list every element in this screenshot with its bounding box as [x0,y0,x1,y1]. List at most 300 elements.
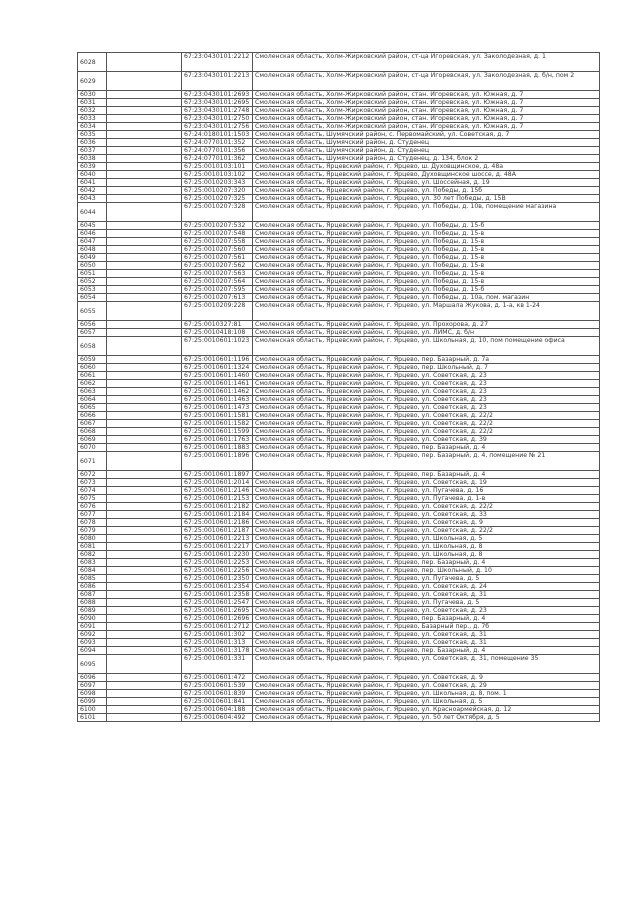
empty-cell [107,551,182,559]
table-row [78,567,600,575]
table-row [78,583,600,591]
row-number: 6051 [78,270,107,278]
empty-cell [107,631,182,639]
table-row [78,436,600,444]
cadastral-number: 67:25:0010601:2354 [182,583,253,591]
cadastral-number: 67:25:0010209:228 [182,302,253,321]
row-number: 6049 [78,254,107,262]
address: Смоленская область, Ярцевский район, г. Ярцево, ул. Победы, д. 15-б [253,286,600,294]
address: Смоленская область, Ярцевский район, г. Ярцево, ул. Советская, д. 23 [253,607,600,615]
row-number: 6032 [78,107,107,115]
row-number: 6097 [78,682,107,690]
cadastral-number: 67:25:0010601:1023 [182,337,253,356]
row-number: 6046 [78,230,107,238]
cadastral-number: 67:25:0010601:2187 [182,527,253,535]
table-row [78,337,600,356]
row-number: 6085 [78,575,107,583]
table-row [78,479,600,487]
empty-cell [107,337,182,356]
empty-cell [107,503,182,511]
cadastral-number: 67:25:0010601:1463 [182,396,253,404]
address: Смоленская область, Ярцевский район, г. Ярцево, ул. Победы, д. 15-б [253,222,600,230]
address: Смоленская область, Холм-Жирковский район, ст-ца Игоревская, ул. Заколодезная, д. б/н, пом 2 [253,72,600,91]
empty-cell [107,254,182,262]
table-row [78,238,600,246]
row-number: 6042 [78,187,107,195]
empty-cell [107,543,182,551]
row-number: 6093 [78,639,107,647]
table-row [78,187,600,195]
empty-cell [107,171,182,179]
empty-cell [107,535,182,543]
empty-cell [107,163,182,171]
table-row [78,655,600,674]
table-row [78,262,600,270]
cadastral-number: 67:25:0010207:320 [182,187,253,195]
table-row [78,123,600,131]
row-number: 6088 [78,599,107,607]
cadastral-number: 67:23:0430101:2695 [182,99,253,107]
row-number: 6083 [78,559,107,567]
row-number: 6080 [78,535,107,543]
empty-cell [107,115,182,123]
cadastral-number: 67:25:0010103:102 [182,171,253,179]
empty-cell [107,690,182,698]
row-number: 6038 [78,155,107,163]
empty-cell [107,107,182,115]
row-number: 6054 [78,294,107,302]
row-number: 6053 [78,286,107,294]
row-number: 6028 [78,53,107,72]
empty-cell [107,356,182,364]
address: Смоленская область, Ярцевский район, г. Ярцево, ул. Победы, д. 15-в [253,270,600,278]
address: Смоленская область, Ярцевский район, г. Ярцево, ул. Советская, д. 9 [253,674,600,682]
empty-cell [107,599,182,607]
table-row [78,420,600,428]
table-row [78,471,600,479]
empty-cell [107,567,182,575]
table-row [78,428,600,436]
cadastral-number: 67:23:0430101:2213 [182,72,253,91]
empty-cell [107,329,182,337]
cadastral-number: 67:25:0010207:328 [182,203,253,222]
row-number: 6039 [78,163,107,171]
cadastral-number: 67:25:0010601:2213 [182,535,253,543]
cadastral-number: 67:25:0010601:1324 [182,364,253,372]
address: Смоленская область, Ярцевский район, г. Ярцево, пер. Базарный, д. 7а [253,356,600,364]
empty-cell [107,238,182,246]
cadastral-number: 67:25:0010601:302 [182,631,253,639]
empty-cell [107,270,182,278]
address: Смоленская область, Ярцевский район, г. Ярцево, ул. Победы, д. 15-в [253,278,600,286]
row-number: 6047 [78,238,107,246]
table-row [78,286,600,294]
table-row [78,591,600,599]
table-row [78,607,600,615]
address: Смоленская область, Ярцевский район, г. Ярцево, пер. Базарный, д. 4 [253,444,600,452]
cadastral-number: 67:25:0010601:2217 [182,543,253,551]
row-number: 6057 [78,329,107,337]
cadastral-number: 67:25:0010601:1897 [182,471,253,479]
cadastral-number: 67:25:0010601:1581 [182,412,253,420]
address: Смоленская область, Ярцевский район, г. Ярцево, ул. Советская, д. 24 [253,583,600,591]
row-number: 6063 [78,388,107,396]
empty-cell [107,511,182,519]
address: Смоленская область, Ярцевский район, г. Ярцево, ул. Пугачева, д. 1-в [253,495,600,503]
row-number: 6075 [78,495,107,503]
empty-cell [107,230,182,238]
address: Смоленская область, Ярцевский район, г. Ярцево, ул. Победы, д. 15-в [253,246,600,254]
address: Смоленская область, Ярцевский район, г. Ярцево, пер. Базарный, д. 4, помещение № 21 [253,452,600,471]
cadastral-number: 67:24:0770101:356 [182,147,253,155]
row-number: 6029 [78,72,107,91]
empty-cell [107,495,182,503]
table-row [78,519,600,527]
address: Смоленская область, Ярцевский район, г. Ярцево, пер. Базарный, д. 4 [253,471,600,479]
row-number: 6086 [78,583,107,591]
address: Смоленская область, Ярцевский район, г. Ярцево, ул. Советская, д. 22/2 [253,428,600,436]
cadastral-number: 67:25:0010327:81 [182,321,253,329]
address: Смоленская область, Шумячский район, д. Студенец, д. 134, блок 2 [253,155,600,163]
row-number: 6037 [78,147,107,155]
cadastral-number: 67:25:0010207:562 [182,262,253,270]
empty-cell [107,139,182,147]
cadastral-number: 67:25:0010601:1460 [182,372,253,380]
table-row [78,195,600,203]
empty-cell [107,623,182,631]
table-row [78,230,600,238]
empty-cell [107,436,182,444]
row-number: 6089 [78,607,107,615]
cadastral-number: 67:25:0010601:2182 [182,503,253,511]
address: Смоленская область, Ярцевский район, г. Ярцево, ул. Школьная, д. 5 [253,698,600,706]
empty-cell [107,639,182,647]
table-row [78,294,600,302]
address: Смоленская область, Ярцевский район, г. Ярцево, ул. Шоссейная, д. 19 [253,179,600,187]
table-row [78,302,600,321]
cadastral-number: 67:25:0010601:2256 [182,567,253,575]
row-number: 6048 [78,246,107,254]
empty-cell [107,615,182,623]
empty-cell [107,575,182,583]
row-number: 6096 [78,674,107,682]
table-row [78,623,600,631]
address: Смоленская область, Ярцевский район, г. Ярцево, пер. Школьный, д. 10 [253,567,600,575]
cadastral-number: 67:24:0770101:362 [182,155,253,163]
cadastral-number: 67:25:0010601:2153 [182,495,253,503]
empty-cell [107,72,182,91]
cadastral-number: 67:25:0010604:492 [182,714,253,722]
address: Смоленская область, Ярцевский район, г. Ярцево, ул. Маршала Жукова, д. 1-а, кв 1-24 [253,302,600,321]
empty-cell [107,706,182,714]
table-row [78,91,600,99]
table-row [78,674,600,682]
cadastral-number: 67:25:0010601:2695 [182,607,253,615]
row-number: 6065 [78,404,107,412]
address: Смоленская область, Ярцевский район, г. Ярцево, пер. Школьный, д. 7 [253,364,600,372]
cadastral-number: 67:25:0010207:560 [182,246,253,254]
empty-cell [107,123,182,131]
row-number: 6058 [78,337,107,356]
table-row [78,495,600,503]
row-number: 6041 [78,179,107,187]
cadastral-number: 67:25:0010207:558 [182,238,253,246]
empty-cell [107,487,182,495]
address: Смоленская область, Ярцевский район, г. Ярцево, ул. Советская, д. 19 [253,479,600,487]
cadastral-number: 67:25:0010207:325 [182,195,253,203]
table-row [78,72,600,91]
table-row [78,139,600,147]
cadastral-number: 67:25:0010601:1763 [182,436,253,444]
cadastral-number: 67:25:0010601:472 [182,674,253,682]
row-number: 6050 [78,262,107,270]
cadastral-number: 67:25:0010601:2014 [182,479,253,487]
row-number: 6091 [78,623,107,631]
address: Смоленская область, Ярцевский район, г. Ярцево, пер. Базарный, д. 4 [253,559,600,567]
empty-cell [107,147,182,155]
cadastral-number: 67:25:0010601:2712 [182,623,253,631]
empty-cell [107,527,182,535]
row-number: 6043 [78,195,107,203]
empty-cell [107,179,182,187]
row-number: 6036 [78,139,107,147]
address: Смоленская область, Холм-Жирковский район, стан. Игоревская, ул. Южная, д. 7 [253,91,600,99]
table-row [78,503,600,511]
cadastral-number: 67:25:0010103:101 [182,163,253,171]
table-row [78,179,600,187]
cadastral-number: 67:25:0010601:1473 [182,404,253,412]
table-row [78,706,600,714]
empty-cell [107,286,182,294]
address: Смоленская область, Ярцевский район, г. Ярцево, ул. Советская, д. 22/2 [253,420,600,428]
address: Смоленская область, Ярцевский район, г. Ярцево, ул. Советская, д. 33 [253,511,600,519]
address: Смоленская область, Ярцевский район, г. Ярцево, ул. Советская, д. 23 [253,404,600,412]
row-number: 6072 [78,471,107,479]
address: Смоленская область, Ярцевский район, г. Ярцево, пер. Базарный, д. 4 [253,647,600,655]
address: Смоленская область, Ярцевский район, г. Ярцево, ул. Пугачева, д. 5 [253,599,600,607]
row-number: 6073 [78,479,107,487]
row-number: 6079 [78,527,107,535]
address: Смоленская область, Ярцевский район, г. Ярцево, ул. Советская, д. 31, помещение 35 [253,655,600,674]
cadastral-number: 67:25:0010207:532 [182,222,253,230]
empty-cell [107,420,182,428]
table-row [78,452,600,471]
row-number: 6059 [78,356,107,364]
address: Смоленская область, Ярцевский район, г. Ярцево, ш. Духовщинское, д. 48а [253,163,600,171]
address: Смоленская область, Ярцевский район, г. Ярцево, ул. Советская, д. 39 [253,436,600,444]
address: Смоленская область, Шумячский район, с. Первомайский, ул. Советская, д. 7 [253,131,600,139]
address: Смоленская область, Ярцевский район, г. Ярцево, ул. 50 лет Октября, д. 5 [253,714,600,722]
cadastral-number: 67:25:0010207:595 [182,286,253,294]
table-row [78,412,600,420]
table-row [78,356,600,364]
empty-cell [107,607,182,615]
row-number: 6101 [78,714,107,722]
address: Смоленская область, Ярцевский район, г. Ярцево, ул. Советская, д. 23 [253,396,600,404]
address: Смоленская область, Ярцевский район, г. Ярцево, ул. Советская, д. 23 [253,388,600,396]
table-row [78,321,600,329]
empty-cell [107,278,182,286]
empty-cell [107,364,182,372]
address: Смоленская область, Ярцевский район, г. Ярцево, ул. Советская, д. 9 [253,519,600,527]
table-row [78,131,600,139]
address: Смоленская область, Ярцевский район, г. Ярцево, ул. Победы, д. 15-в [253,262,600,270]
row-number: 6098 [78,690,107,698]
row-number: 6095 [78,655,107,674]
empty-cell [107,698,182,706]
empty-cell [107,380,182,388]
row-number: 6092 [78,631,107,639]
cadastral-number: 67:23:0430101:2748 [182,107,253,115]
row-number: 6064 [78,396,107,404]
address: Смоленская область, Шумячский район, д. Студенец [253,139,600,147]
cadastral-number: 67:25:0010418:108 [182,329,253,337]
empty-cell [107,647,182,655]
address: Смоленская область, Ярцевский район, г. Ярцево, ул. Победы, д. 15б [253,187,600,195]
empty-cell [107,131,182,139]
table-row [78,246,600,254]
cadastral-number: 67:25:0010601:1896 [182,452,253,471]
table-row [78,115,600,123]
empty-cell [107,428,182,436]
cadastral-number: 67:25:0010601:839 [182,690,253,698]
row-number: 6031 [78,99,107,107]
cadastral-number: 67:25:0010601:2358 [182,591,253,599]
empty-cell [107,444,182,452]
row-number: 6084 [78,567,107,575]
table-row [78,388,600,396]
cadastral-number: 67:25:0010601:2547 [182,599,253,607]
table-row [78,487,600,495]
table-row [78,543,600,551]
cadastral-number: 67:25:0010601:1462 [182,388,253,396]
address: Смоленская область, Ярцевский район, г. Ярцево, ул. Пугачева, д. 5 [253,575,600,583]
table-row [78,222,600,230]
row-number: 6082 [78,551,107,559]
address: Смоленская область, Ярцевский район, г. Ярцево, ул. ЛИМС, д. б/н [253,329,600,337]
cadastral-number: 67:25:0010601:2184 [182,511,253,519]
row-number: 6070 [78,444,107,452]
address: Смоленская область, Ярцевский район, г. Ярцево, ул. Советская, д. 31 [253,631,600,639]
table-row [78,53,600,72]
cadastral-number: 67:25:0010601:2696 [182,615,253,623]
table-row [78,270,600,278]
empty-cell [107,396,182,404]
empty-cell [107,404,182,412]
row-number: 6066 [78,412,107,420]
cadastral-number: 67:25:0010601:841 [182,698,253,706]
row-number: 6068 [78,428,107,436]
row-number: 6044 [78,203,107,222]
empty-cell [107,452,182,471]
cadastral-number: 67:25:0010207:561 [182,254,253,262]
address: Смоленская область, Ярцевский район, г. Ярцево, ул. Прохорова, д. 27 [253,321,600,329]
cadastral-number: 67:25:0010601:539 [182,682,253,690]
cadastral-number: 67:25:0010207:548 [182,230,253,238]
empty-cell [107,195,182,203]
cadastral-number: 67:25:0010601:1461 [182,380,253,388]
address: Смоленская область, Ярцевский район, г. Ярцево, ул. Советская, д. 22/2 [253,412,600,420]
cadastral-number: 67:23:0430101:2693 [182,91,253,99]
address: Смоленская область, Ярцевский район, г. Ярцево, ул. Школьная, д. 8 [253,551,600,559]
empty-cell [107,187,182,195]
table-row [78,380,600,388]
cadastral-number: 67:25:0010601:1599 [182,428,253,436]
address: Смоленская область, Холм-Жирковский район, стан. Игоревская, ул. Южная, д. 7 [253,107,600,115]
table-row [78,511,600,519]
empty-cell [107,674,182,682]
row-number: 6094 [78,647,107,655]
empty-cell [107,372,182,380]
empty-cell [107,262,182,270]
table-row [78,527,600,535]
table-row [78,147,600,155]
row-number: 6056 [78,321,107,329]
table-row [78,99,600,107]
registry-table-body [78,53,600,722]
empty-cell [107,583,182,591]
address: Смоленская область, Холм-Жирковский район, стан. Игоревская, ул. Южная, д. 7 [253,123,600,131]
row-number: 6035 [78,131,107,139]
table-row [78,329,600,337]
address: Смоленская область, Ярцевский район, г. Ярцево, ул. Красноармейская, д. 12 [253,706,600,714]
table-row [78,404,600,412]
empty-cell [107,412,182,420]
empty-cell [107,155,182,163]
row-number: 6030 [78,91,107,99]
cadastral-number: 67:25:0010601:2230 [182,551,253,559]
row-number: 6099 [78,698,107,706]
table-row [78,714,600,722]
address: Смоленская область, Ярцевский район, г. Ярцево, ул. Советская, д. 23 [253,372,600,380]
table-row [78,535,600,543]
table-row [78,599,600,607]
row-number: 6040 [78,171,107,179]
address: Смоленская область, Ярцевский район, г. Ярцево, ул. Победы, д. 10а, пом. магазин [253,294,600,302]
empty-cell [107,591,182,599]
address: Смоленская область, Ярцевский район, г. Ярцево, ул. Пугачева, д. 16 [253,487,600,495]
empty-cell [107,714,182,722]
empty-cell [107,203,182,222]
empty-cell [107,559,182,567]
empty-cell [107,388,182,396]
address: Смоленская область, Ярцевский район, г. Ярцево, ул. Советская, д. 31 [253,591,600,599]
row-number: 6062 [78,380,107,388]
empty-cell [107,91,182,99]
address: Смоленская область, Ярцевский район, г. Ярцево, ул. Школьная, д. 10, пом помещение офиса [253,337,600,356]
table-row [78,278,600,286]
table-row [78,203,600,222]
empty-cell [107,471,182,479]
row-number: 6069 [78,436,107,444]
row-number: 6090 [78,615,107,623]
empty-cell [107,302,182,321]
empty-cell [107,246,182,254]
table-row [78,364,600,372]
row-number: 6076 [78,503,107,511]
table-row [78,631,600,639]
table-row [78,163,600,171]
cadastral-number: 67:23:0430101:2756 [182,123,253,131]
cadastral-number: 67:25:0010601:1582 [182,420,253,428]
table-row [78,615,600,623]
address: Смоленская область, Холм-Жирковский район, стан. Игоревская, ул. Южная, д. 7 [253,115,600,123]
address: Смоленская область, Ярцевский район, г. Ярцево, ул. 30 лет Победы, д. 15В [253,195,600,203]
address: Смоленская область, Ярцевский район, г. Ярцево, ул. Советская, д. 23 [253,380,600,388]
row-number: 6061 [78,372,107,380]
address: Смоленская область, Ярцевский район, г. Ярцево, ул. Советская, д. 31 [253,639,600,647]
cadastral-number: 67:25:0010604:188 [182,706,253,714]
